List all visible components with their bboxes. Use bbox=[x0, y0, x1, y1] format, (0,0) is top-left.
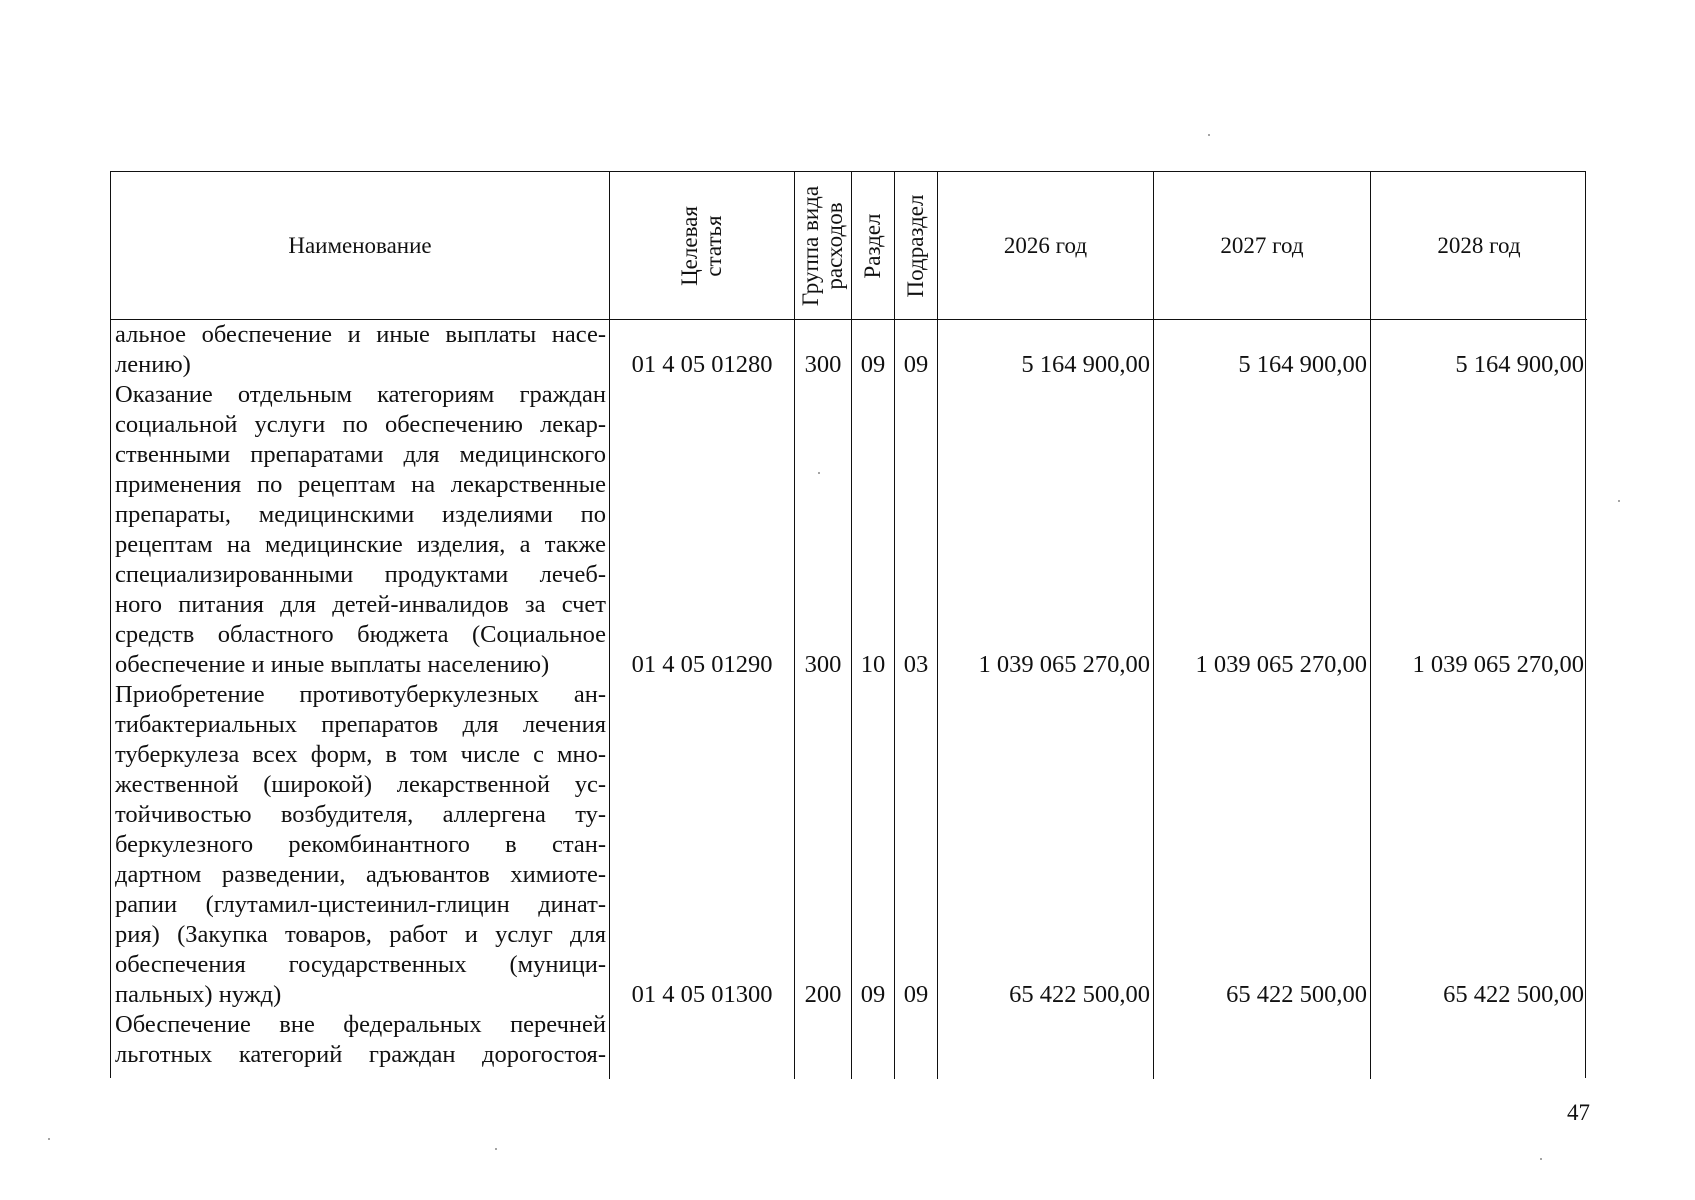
row-2-name-line-6: дартном разведении, адъювантов химиоте- bbox=[115, 861, 606, 888]
header-year-2027 bbox=[1154, 172, 1371, 320]
row-1-y2026: 1 039 065 270,00 bbox=[978, 651, 1150, 678]
header-year-2026-label: 2026 год bbox=[1003, 233, 1088, 258]
row-0-y2027: 5 164 900,00 bbox=[1238, 351, 1367, 378]
header-section-label: Раздел bbox=[860, 212, 885, 279]
row-1-code: 01 4 05 01290 bbox=[631, 651, 773, 678]
row-2-section: 09 bbox=[860, 981, 886, 1008]
row-0-code: 01 4 05 01280 bbox=[631, 351, 773, 378]
row-1-subsection: 03 bbox=[903, 651, 929, 678]
name-column bbox=[111, 320, 610, 1079]
row-2-subsection: 09 bbox=[903, 981, 929, 1008]
row-2-y2028: 65 422 500,00 bbox=[1443, 981, 1584, 1008]
scan-speck bbox=[1540, 1158, 1542, 1160]
header-name bbox=[111, 172, 610, 320]
row-2-code: 01 4 05 01300 bbox=[631, 981, 773, 1008]
row-1-name-line-6: специализированными продуктами лечеб- bbox=[115, 561, 606, 588]
group-column bbox=[795, 320, 852, 1079]
header-target-article-label: Целевая статья bbox=[677, 205, 726, 286]
header-section bbox=[852, 172, 895, 320]
row-2-name-line-7: рапии (глутамил-цистеинил-глицин динат- bbox=[115, 891, 606, 918]
row-3-name-line-1: льготных категорий граждан дорогостоя- bbox=[115, 1041, 606, 1068]
row-0-y2026: 5 164 900,00 bbox=[1021, 351, 1150, 378]
row-2-y2026: 65 422 500,00 bbox=[1009, 981, 1150, 1008]
row-1-y2028: 1 039 065 270,00 bbox=[1412, 651, 1584, 678]
header-subsection-label: Подраздел bbox=[903, 194, 928, 297]
row-0-section: 09 bbox=[860, 351, 886, 378]
row-2-name-line-3: жественной (широкой) лекарственной ус- bbox=[115, 771, 606, 798]
row-0-name-line-0: альное обеспечение и иные выплаты насе- bbox=[115, 321, 606, 348]
row-2-name-line-2: туберкулеза всех форм, в том числе с мно- bbox=[115, 741, 606, 768]
row-1-name-line-4: препараты, медицинскими изделиями по bbox=[115, 501, 606, 528]
row-2-name-line-5: беркулезного рекомбинантного в стан- bbox=[115, 831, 606, 858]
header-subsection bbox=[895, 172, 938, 320]
header-year-2027-label: 2027 год bbox=[1220, 233, 1304, 258]
row-2-name-line-8: рия) (Закупка товаров, работ и услуг для bbox=[115, 921, 606, 948]
row-0-group: 300 bbox=[804, 351, 842, 378]
row-1-name-line-3: применения по рецептам на лекарственные bbox=[115, 471, 606, 498]
row-2-group: 200 bbox=[804, 981, 842, 1008]
row-0-subsection: 09 bbox=[903, 351, 929, 378]
header-year-2028-label: 2028 год bbox=[1437, 233, 1521, 258]
row-1-name-line-5: рецептам на медицинские изделия, а также bbox=[115, 531, 606, 558]
scan-speck bbox=[818, 472, 820, 474]
row-2-y2027: 65 422 500,00 bbox=[1226, 981, 1367, 1008]
row-1-name-line-8: средств областного бюджета (Социальное bbox=[115, 621, 606, 648]
row-1-name-line-1: социальной услуги по обеспечению лекар- bbox=[115, 411, 606, 438]
year-2028-column bbox=[1371, 320, 1587, 1079]
row-2-name-line-9: обеспечения государственных (муници- bbox=[115, 951, 606, 978]
row-1-name-line-9: обеспечение и иные выплаты населению) bbox=[115, 651, 550, 678]
subsection-column bbox=[895, 320, 938, 1079]
scan-speck bbox=[1618, 500, 1620, 502]
row-3-name-line-0: Обеспечение вне федеральных перечней bbox=[115, 1011, 606, 1038]
row-1-name-line-0: Оказание отдельным категориям граждан bbox=[115, 381, 606, 408]
row-2-name-line-4: тойчивостью возбудителя, аллергена ту- bbox=[115, 801, 606, 828]
header-name-label: Наименование bbox=[288, 233, 432, 258]
section-column bbox=[852, 320, 895, 1079]
header-expense-group bbox=[795, 172, 852, 320]
header-year-2028 bbox=[1371, 172, 1587, 320]
year-2026-column bbox=[938, 320, 1154, 1079]
row-1-y2027: 1 039 065 270,00 bbox=[1195, 651, 1367, 678]
row-1-group: 300 bbox=[804, 651, 842, 678]
header-target-article bbox=[610, 172, 795, 320]
scan-speck bbox=[495, 1148, 497, 1150]
scan-speck bbox=[48, 1138, 50, 1140]
budget-table bbox=[110, 171, 1586, 1078]
header-expense-group-label: Группа вида расходов bbox=[798, 185, 847, 306]
row-2-name-line-10: пальных) нужд) bbox=[115, 981, 282, 1008]
row-0-y2028: 5 164 900,00 bbox=[1455, 351, 1584, 378]
row-1-name-line-7: ного питания для детей-инвалидов за счет bbox=[115, 591, 606, 618]
year-2027-column bbox=[1154, 320, 1371, 1079]
scan-speck bbox=[1208, 134, 1210, 136]
row-0-name-line-1: лению) bbox=[115, 351, 191, 378]
row-1-name-line-2: ственными препаратами для медицинского bbox=[115, 441, 606, 468]
header-year-2026 bbox=[938, 172, 1154, 320]
row-2-name-line-0: Приобретение противотуберкулезных ан- bbox=[115, 681, 606, 708]
row-1-section: 10 bbox=[860, 651, 886, 678]
row-2-name-line-1: тибактериальных препаратов для лечения bbox=[115, 711, 606, 738]
code-column bbox=[610, 320, 795, 1079]
page-number: 47 bbox=[1567, 1100, 1590, 1125]
